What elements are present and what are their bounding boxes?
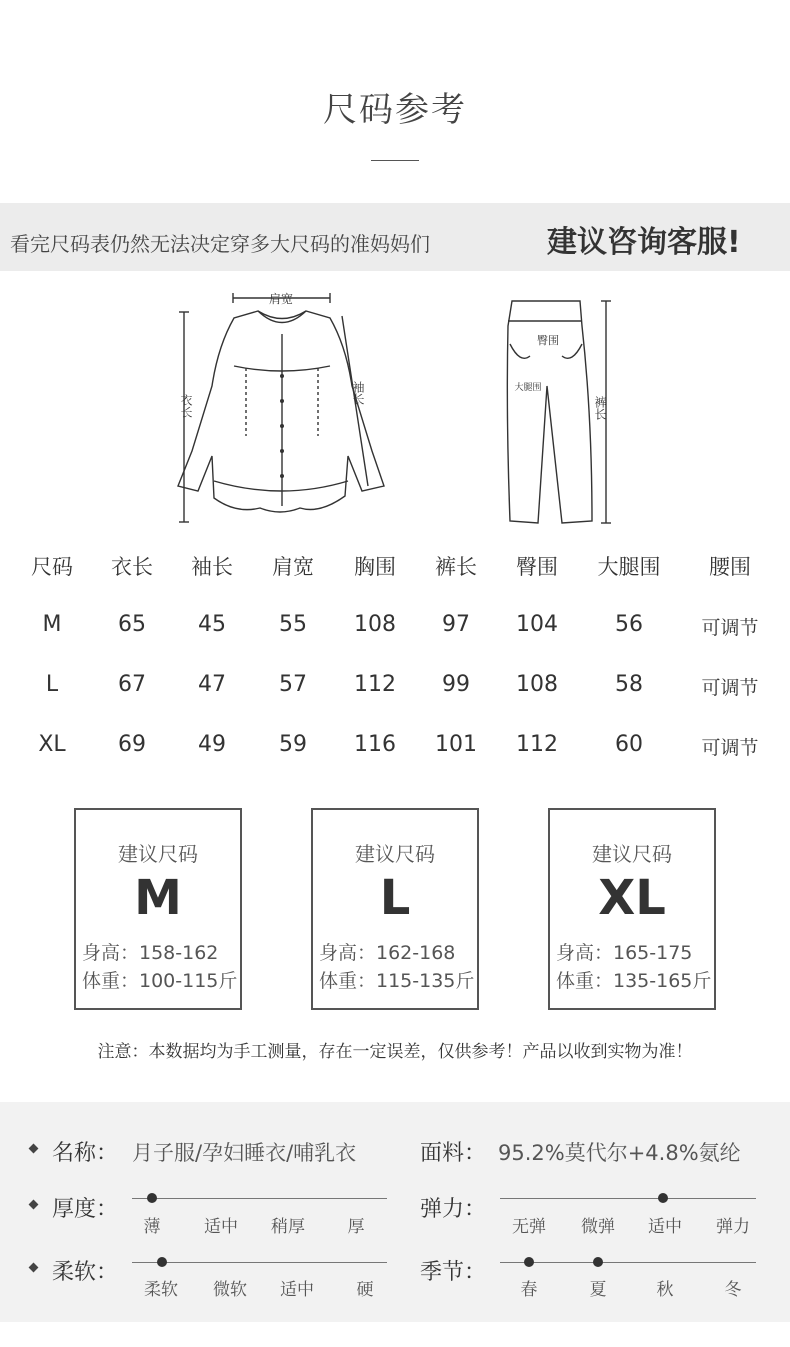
table-cell: 可调节 xyxy=(701,677,759,699)
table-header: 腰围 xyxy=(709,555,751,579)
sleeve-label: 袖长 xyxy=(351,381,365,405)
softness-scale xyxy=(132,1262,387,1263)
recommend-weight: 体重：115-135斤 xyxy=(319,970,475,992)
thickness-option: 适中 xyxy=(204,1217,238,1237)
season-label: 季节： xyxy=(420,1260,487,1285)
table-cell: L xyxy=(45,672,59,697)
table-cell: 47 xyxy=(198,672,226,697)
recommend-card-l xyxy=(311,808,479,1010)
thigh-label: 大腿围 xyxy=(514,383,542,393)
table-cell: 可调节 xyxy=(701,737,759,759)
table-header: 袖长 xyxy=(191,555,233,579)
recommend-weight: 体重：100-115斤 xyxy=(82,970,238,992)
softness-label: 柔软： xyxy=(52,1260,119,1285)
thickness-scale xyxy=(132,1198,387,1199)
length-label: 衣长 xyxy=(179,394,193,418)
table-cell: 112 xyxy=(354,672,396,697)
garment-measurement-diagram xyxy=(0,286,790,531)
softness-marker xyxy=(157,1257,167,1267)
thickness-label: 厚度： xyxy=(52,1197,119,1222)
table-cell: 112 xyxy=(516,732,558,757)
table-header: 尺码 xyxy=(31,555,73,579)
elasticity-option: 弹力 xyxy=(716,1217,750,1237)
softness-option: 微软 xyxy=(213,1280,247,1300)
table-header: 胸围 xyxy=(354,555,396,579)
table-header: 大腿围 xyxy=(597,555,661,579)
table-cell: 49 xyxy=(198,732,226,757)
table-cell: 116 xyxy=(354,732,396,757)
measurement-note: 注意：本数据均为手工测量，存在一定误差，仅供参考！产品以收到实物为准！ xyxy=(97,1042,693,1062)
name-label: 名称： xyxy=(52,1141,119,1166)
table-cell: 99 xyxy=(442,672,470,697)
recommend-size: L xyxy=(379,870,411,926)
table-header: 衣长 xyxy=(111,555,153,579)
table-cell: 57 xyxy=(279,672,307,697)
season-option: 夏 xyxy=(589,1280,607,1300)
table-cell: 104 xyxy=(516,612,558,637)
table-header: 臀围 xyxy=(516,555,558,579)
season-option: 冬 xyxy=(724,1280,742,1300)
table-header: 裤长 xyxy=(435,555,477,579)
elasticity-option: 无弹 xyxy=(512,1217,546,1237)
table-cell: 108 xyxy=(354,612,396,637)
thickness-option: 厚 xyxy=(347,1217,365,1237)
fabric-label: 面料： xyxy=(420,1141,487,1166)
page-title: 尺码参考 xyxy=(323,90,467,130)
softness-option: 适中 xyxy=(280,1280,314,1300)
table-cell: 69 xyxy=(118,732,146,757)
title-divider xyxy=(371,160,419,161)
recommend-size: XL xyxy=(598,870,666,926)
table-cell: 108 xyxy=(516,672,558,697)
recommend-title: 建议尺码 xyxy=(592,842,672,866)
table-cell: 65 xyxy=(118,612,146,637)
table-cell: 59 xyxy=(279,732,307,757)
recommend-height: 身高：162-168 xyxy=(319,942,456,964)
table-cell: 可调节 xyxy=(701,617,759,639)
season-option: 春 xyxy=(520,1280,538,1300)
table-cell: M xyxy=(42,612,62,637)
recommend-weight: 体重：135-165斤 xyxy=(556,970,712,992)
recommend-height: 身高：158-162 xyxy=(82,942,219,964)
table-header: 肩宽 xyxy=(272,555,314,579)
elasticity-scale xyxy=(500,1198,756,1199)
thickness-option: 稍厚 xyxy=(271,1217,305,1237)
table-cell: 101 xyxy=(435,732,477,757)
table-cell: 97 xyxy=(442,612,470,637)
recommend-title: 建议尺码 xyxy=(118,842,198,866)
elasticity-option: 适中 xyxy=(648,1217,682,1237)
softness-option: 硬 xyxy=(356,1280,374,1300)
hip-label: 臀围 xyxy=(537,334,559,347)
table-cell: 58 xyxy=(615,672,643,697)
table-cell: XL xyxy=(38,732,66,757)
season-option: 秋 xyxy=(656,1280,674,1300)
name-value: 月子服/孕妇睡衣/哺乳衣 xyxy=(132,1141,357,1165)
recommend-height: 身高：165-175 xyxy=(556,942,693,964)
table-cell: 56 xyxy=(615,612,643,637)
table-cell: 45 xyxy=(198,612,226,637)
table-cell: 60 xyxy=(615,732,643,757)
thickness-marker xyxy=(147,1193,157,1203)
recommend-title: 建议尺码 xyxy=(355,842,435,866)
softness-option: 柔软 xyxy=(144,1280,178,1300)
banner-text: 看完尺码表仍然无法决定穿多大尺码的准妈妈们 xyxy=(10,232,430,256)
season-marker xyxy=(524,1257,534,1267)
elasticity-marker xyxy=(658,1193,668,1203)
season-scale xyxy=(500,1262,756,1263)
banner-cta: 建议咨询客服! xyxy=(547,225,741,260)
recommend-card-m xyxy=(74,808,242,1010)
table-cell: 55 xyxy=(279,612,307,637)
shoulder-label: 肩宽 xyxy=(268,292,294,306)
thickness-option: 薄 xyxy=(143,1217,161,1237)
table-cell: 67 xyxy=(118,672,146,697)
elasticity-option: 微弹 xyxy=(581,1217,615,1237)
recommend-size: M xyxy=(134,870,182,926)
recommend-card-xl xyxy=(548,808,716,1010)
pants-length-label: 裤长 xyxy=(593,396,607,420)
fabric-value: 95.2%莫代尔+4.8%氨纶 xyxy=(498,1141,741,1165)
elasticity-label: 弹力： xyxy=(420,1197,487,1222)
season-marker xyxy=(593,1257,603,1267)
